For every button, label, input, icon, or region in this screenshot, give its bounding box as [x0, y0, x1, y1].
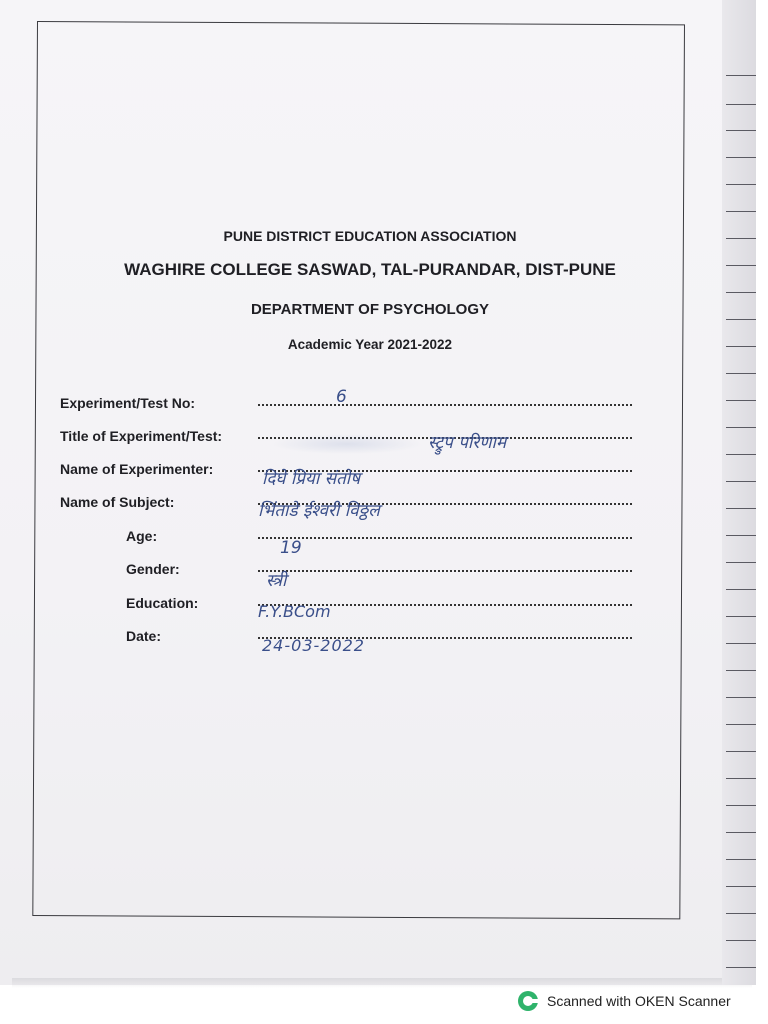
- association-heading: PUNE DISTRICT EDUCATION ASSOCIATION: [223, 228, 517, 244]
- erased-smudge: [272, 434, 422, 454]
- scanner-watermark: [517, 990, 731, 1012]
- college-heading: WAGHIRE COLLEGE SASWAD, TAL-PURANDAR, DIST-PUNE: [124, 260, 616, 279]
- experimenter-label: Name of Experimenter:: [60, 461, 214, 477]
- age-line: [258, 537, 632, 539]
- page-shadow: [12, 978, 752, 988]
- date-value: 24-03-2022: [262, 636, 365, 655]
- scanner-text: Scanned with OKEN Scanner: [547, 993, 731, 1009]
- age-label: Age:: [126, 528, 158, 544]
- gender-label: Gender:: [126, 561, 180, 577]
- experiment-no-line: [258, 404, 632, 406]
- title-value: स्ट्रुप परिणाम: [428, 433, 507, 453]
- academic-year: Academic Year 2021-2022: [287, 337, 453, 352]
- age-value: 19: [280, 538, 302, 558]
- gender-line: [258, 570, 632, 572]
- experimenter-value: दिघे प्रिया संतोष: [262, 469, 361, 489]
- experiment-no-value: 6: [336, 387, 347, 407]
- education-value: F.Y.BCom: [258, 602, 331, 621]
- notebook-edge: [722, 0, 756, 985]
- education-label: Education:: [126, 595, 199, 611]
- subject-label: Name of Subject:: [60, 494, 175, 510]
- gender-value: स्त्री: [266, 571, 287, 591]
- title-label: Title of Experiment/Test:: [60, 428, 223, 444]
- date-label: Date:: [126, 628, 162, 644]
- scanner-logo-icon: [517, 990, 539, 1012]
- department-heading: DEPARTMENT OF PSYCHOLOGY: [250, 301, 490, 318]
- experiment-no-label: Experiment/Test No:: [60, 395, 196, 411]
- subject-value: भिंताडे ईश्वरी विठ्ठल: [258, 501, 380, 521]
